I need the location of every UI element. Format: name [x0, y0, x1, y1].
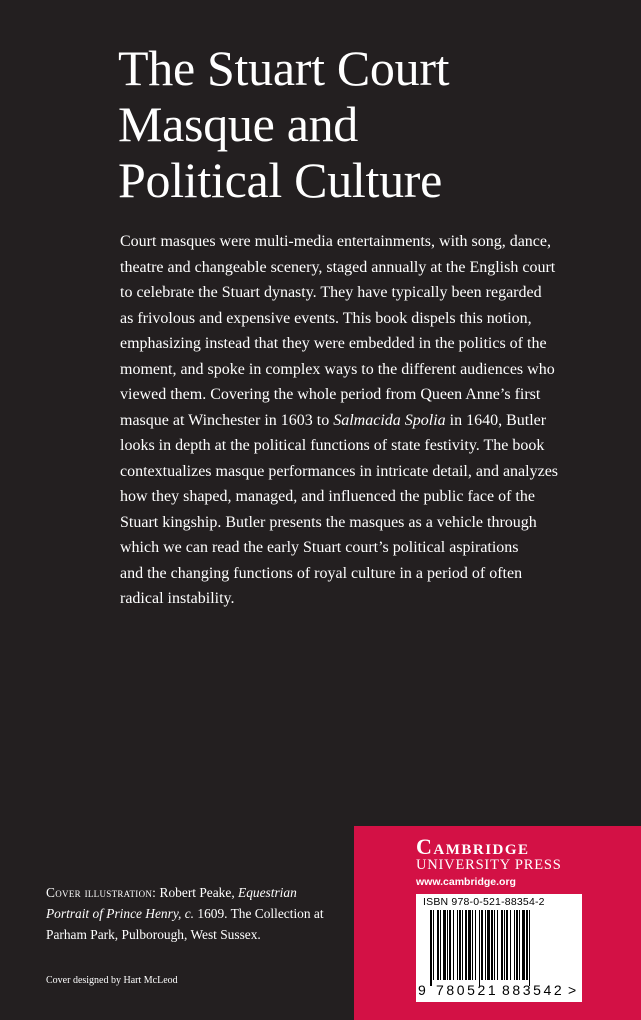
book-description: [120, 229, 606, 612]
title-line: The Stuart Court: [118, 40, 450, 96]
barcode-bar: [437, 910, 439, 980]
barcode-bar: [472, 910, 473, 980]
barcode-digit-group: 780521: [436, 982, 499, 998]
blurb-line: Court masques were multi-media entertainments, with song, dance,: [120, 233, 551, 250]
barcode-bar: [433, 910, 434, 980]
blurb-italic-title: Salmacida Spolia: [333, 411, 446, 429]
barcode-area: [416, 894, 582, 1002]
title-line: Masque and: [118, 96, 358, 152]
barcode-end-mark: >: [568, 982, 579, 998]
blurb-text: in 1640, Butler: [445, 411, 547, 429]
barcode-bar: [453, 910, 454, 980]
barcode-digit-first: 9: [418, 982, 429, 998]
barcode-bar: [526, 910, 528, 980]
barcode-bar: [479, 910, 480, 986]
blurb-line: [120, 408, 606, 434]
blurb-line: radical instability.: [120, 590, 235, 607]
blurb-line: how they shaped, managed, and influenced the public face of the: [120, 488, 535, 505]
blurb-line: viewed them. Covering the whole period from Queen Anne’s first: [120, 386, 541, 403]
credit-text: Robert Peake,: [156, 885, 239, 900]
barcode-bar: [487, 910, 490, 980]
barcode-bar: [459, 910, 461, 980]
credit-italic: Equestrian: [238, 885, 297, 900]
barcode-bar: [481, 910, 483, 980]
publisher-subtitle: UNIVERSITY PRESS: [416, 857, 562, 873]
barcode-bar: [475, 910, 476, 980]
barcode-bar: [449, 910, 451, 980]
publisher-panel: [354, 826, 641, 1020]
blurb-line: looks in depth at the political functions of state festivity. The book: [120, 437, 545, 454]
barcode-bar: [522, 910, 525, 980]
barcode-bar: [465, 910, 467, 980]
barcode-bar: [485, 910, 486, 980]
blurb-line: to celebrate the Stuart dynasty. They have typically been regarded: [120, 284, 542, 301]
barcode-bar: [447, 910, 448, 980]
barcode-bar: [443, 910, 446, 980]
barcode-bar: [491, 910, 493, 980]
blurb-line: as frivolous and expensive events. This book dispels this notion,: [120, 309, 532, 327]
blurb-line: and the changing functions of royal culture in a period of often: [120, 564, 523, 582]
credit-text: 1609. The Collection at: [194, 906, 324, 921]
credit-line: Parham Park, Pulborough, West Sussex.: [46, 927, 261, 942]
barcode-bar: [430, 910, 432, 986]
barcode-bar: [506, 910, 508, 980]
credit-italic: Portrait of Prince Henry, c.: [46, 906, 195, 921]
barcode-bar: [510, 910, 511, 980]
book-title: [118, 40, 598, 208]
barcode-bar: [440, 910, 441, 980]
blurb-line: emphasizing instead that they were embedded in the politics of the: [120, 335, 547, 352]
blurb-line: moment, and spoke in complex ways to the different audiences who: [120, 360, 555, 378]
blurb-line: Stuart kingship. Butler presents the masques as a vehicle through: [120, 513, 537, 531]
barcode-bar: [529, 910, 530, 986]
publisher-name: Cambridge: [416, 834, 530, 859]
barcode-bar: [519, 910, 520, 980]
blurb-text: masque at Winchester in 1603 to: [120, 411, 334, 429]
blurb-line: which we can read the early Stuart court’s political aspirations: [120, 539, 519, 556]
credit-line: [46, 882, 346, 903]
barcode-bar: [494, 910, 495, 980]
barcode-bar: [497, 910, 498, 980]
barcode-bar: [468, 910, 471, 980]
isbn-label: ISBN 978-0-521-88354-2: [423, 896, 545, 908]
blurb-line: contextualizes masque performances in intricate detail, and analyzes: [120, 462, 559, 480]
barcode-bar: [504, 910, 505, 980]
barcode-digits: [416, 982, 582, 1000]
cover-designer-credit: Cover designed by Hart McLeod: [46, 975, 178, 986]
barcode-bar: [462, 910, 463, 980]
credit-label: Cover illustration:: [46, 885, 157, 900]
barcode-bar: [514, 910, 515, 980]
title-line: Political Culture: [118, 152, 443, 208]
barcode-bar: [501, 910, 503, 980]
barcode-bar: [457, 910, 458, 980]
barcode-bar: [516, 910, 518, 980]
cover-illustration-credit: [46, 882, 346, 945]
credit-line: [46, 903, 346, 924]
blurb-line: theatre and changeable scenery, staged annually at the English court: [120, 258, 556, 276]
publisher-url: www.cambridge.org: [416, 876, 516, 888]
barcode-digit-group: 883542: [502, 982, 565, 998]
